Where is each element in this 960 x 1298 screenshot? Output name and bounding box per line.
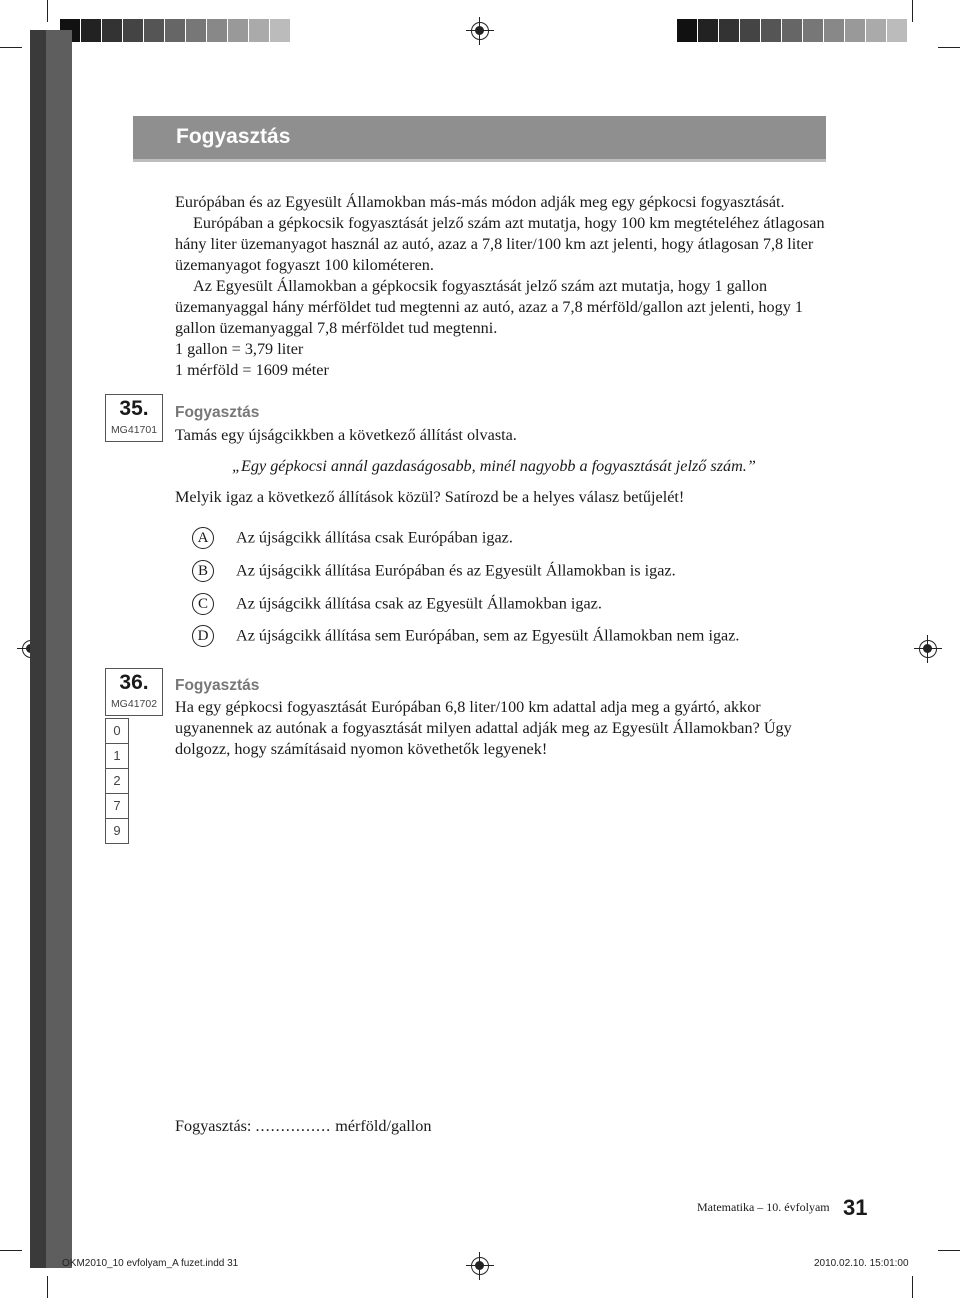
score-9[interactable]: 9	[106, 818, 128, 843]
option-text: Az újságcikk állítása csak Európában igaz.	[236, 528, 513, 547]
footer-timestamp: 2010.02.10. 15:01:00	[814, 1258, 909, 1269]
footer-subject: Matematika – 10. évfolyam	[697, 1200, 830, 1214]
margin-band-mid	[46, 30, 72, 1268]
option-b[interactable]	[192, 560, 676, 582]
answer-line[interactable]	[175, 1116, 431, 1137]
answer-label: Fogyasztás:	[175, 1117, 252, 1135]
section-title-bar	[133, 116, 826, 162]
option-text: Az újságcikk állítása csak az Egyesült Államokban igaz.	[236, 594, 602, 613]
score-2[interactable]: 2	[106, 768, 128, 793]
question-number: 35.	[119, 397, 149, 420]
intro-text	[175, 192, 835, 381]
option-letter[interactable]: D	[192, 625, 214, 647]
intro-line-1: Európában és az Egyesült Államokban más-más módon adják meg egy gépkocsi fogyasztását.	[175, 193, 785, 211]
question-35-instruction: Melyik igaz a következő állítások közül? Satírozd be a helyes válasz betűjelét!	[175, 488, 685, 506]
option-letter[interactable]: A	[192, 527, 214, 549]
score-7[interactable]: 7	[106, 793, 128, 818]
option-c[interactable]	[192, 593, 602, 615]
crop-mark	[47, 0, 48, 22]
score-0[interactable]: 0	[113, 723, 121, 738]
registration-mark-bottom	[471, 1257, 489, 1275]
question-35-quote: „Egy gépkocsi annál gazdaságosabb, minél nagyobb a fogyasztását jelző szám.”	[232, 457, 756, 475]
score-1[interactable]: 1	[106, 743, 128, 768]
crop-mark	[912, 0, 913, 22]
color-bar-left	[60, 19, 291, 42]
intro-paragraph-2: Európában a gépkocsik fogyasztását jelző szám azt mutatja, hogy 100 km megtételéhez átlagosan hány liter üzemanyagot használ az autó, azaz a 7,8 liter/100 km azt jelenti, hogy átlagosan 7,8 liter üzemanyagot fogyaszt 100 kilométeren.	[175, 214, 825, 274]
option-letter[interactable]: B	[192, 560, 214, 582]
section-title: Fogyasztás	[176, 125, 291, 148]
question-code: MG41702	[110, 698, 158, 710]
option-letter[interactable]: C	[192, 593, 214, 615]
answer-dots[interactable]: ...............	[255, 1117, 332, 1135]
answer-unit: mérföld/gallon	[335, 1117, 432, 1135]
crop-mark	[0, 47, 22, 48]
conversion-mile: 1 mérföld = 1609 méter	[175, 361, 329, 379]
crop-mark	[912, 1276, 913, 1298]
question-number: 36.	[119, 671, 149, 694]
registration-mark-top	[471, 22, 489, 40]
crop-mark	[47, 1276, 48, 1298]
footer-file: OKM2010_10 evfolyam_A fuzet.indd 31	[62, 1258, 239, 1269]
option-text: Az újságcikk állítása Európában és az Egyesült Államokban is igaz.	[236, 561, 676, 580]
crop-mark	[0, 1250, 22, 1251]
option-d[interactable]	[192, 625, 739, 647]
color-bar-right	[677, 19, 908, 42]
option-a[interactable]	[192, 527, 513, 549]
option-text: Az újságcikk állítása sem Európában, sem az Egyesült Államokban nem igaz.	[236, 626, 740, 645]
question-36-box	[105, 668, 163, 716]
registration-mark-right	[919, 640, 937, 658]
page-number: 31	[843, 1195, 868, 1220]
intro-paragraph-3: Az Egyesült Államokban a gépkocsik fogyasztását jelző szám azt mutatja, hogy 1 gallon üzemanyaggal hány mérföldet tud megtenni az autó, azaz a 7,8 mérföld/gallon azt jelenti, hogy 1 gallon üzemanyaggal 7,8 mérföldet tud megtenni.	[175, 277, 803, 337]
crop-mark	[938, 47, 960, 48]
margin-band-dark	[30, 30, 46, 1268]
question-35-heading: Fogyasztás	[175, 404, 260, 421]
question-36-heading: Fogyasztás	[175, 677, 260, 694]
question-35-box	[105, 394, 163, 442]
question-code: MG41701	[110, 424, 158, 436]
question-35-intro: Tamás egy újságcikkben a következő állítást olvasta.	[175, 426, 517, 444]
score-boxes	[105, 718, 129, 844]
question-36-text: Ha egy gépkocsi fogyasztását Európában 6,8 liter/100 km adattal adja meg a gyártó, akkor ugyanennek az autónak a fogyasztását milyen adattal adják meg az Egyesült Államokban? Úgy dolgozz, hogy számításaid nyomon követhetők legyenek!	[175, 698, 792, 758]
crop-mark	[938, 1250, 960, 1251]
conversion-gallon: 1 gallon = 3,79 liter	[175, 340, 304, 358]
